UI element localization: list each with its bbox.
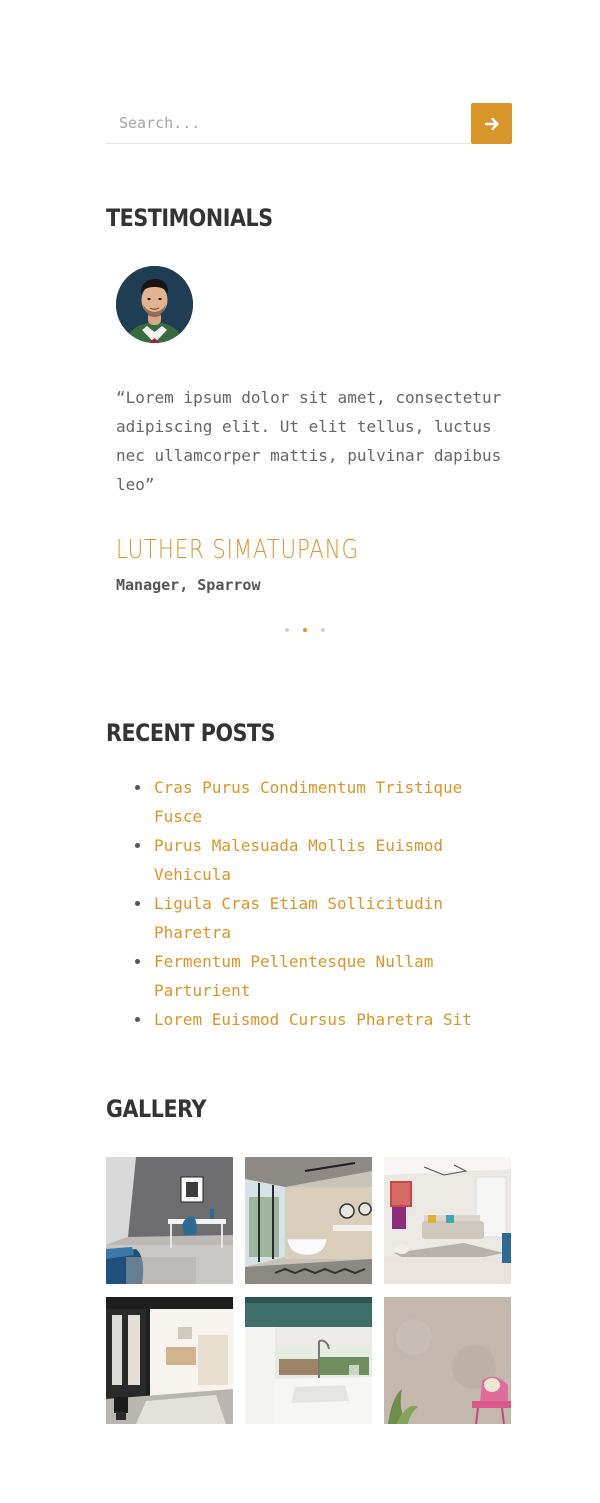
- list-item: [154, 831, 504, 889]
- carousel-dot-1[interactable]: [285, 628, 289, 632]
- list-item: [154, 947, 504, 1005]
- post-link[interactable]: Lorem Euismod Cursus Pharetra Sit: [154, 1010, 472, 1029]
- gallery-image[interactable]: [384, 1157, 511, 1284]
- list-item: [154, 889, 504, 947]
- post-link[interactable]: Ligula Cras Etiam Sollicitudin Pharetra: [154, 894, 443, 942]
- post-link[interactable]: Cras Purus Condimentum Tristique Fusce: [154, 778, 463, 826]
- testimonial-author: LUTHER SIMATUPANG: [116, 535, 359, 565]
- list-item: [154, 1005, 504, 1034]
- testimonial-role: Manager, Sparrow: [116, 576, 261, 594]
- carousel-dot-3[interactable]: [321, 628, 325, 632]
- recent-posts-heading: RECENT POSTS: [106, 719, 276, 747]
- carousel-dot-2[interactable]: [303, 628, 307, 632]
- post-link[interactable]: Fermentum Pellentesque Nullam Parturient: [154, 952, 434, 1000]
- avatar: [116, 266, 193, 343]
- search-bar: [106, 103, 512, 144]
- arrow-right-icon: [484, 116, 500, 132]
- gallery-image[interactable]: [384, 1297, 511, 1424]
- recent-posts-list: [154, 773, 504, 1034]
- search-submit-button[interactable]: [471, 103, 512, 144]
- gallery-heading: GALLERY: [106, 1095, 207, 1123]
- post-link[interactable]: Purus Malesuada Mollis Euismod Vehicula: [154, 836, 443, 884]
- gallery-image[interactable]: [106, 1297, 233, 1424]
- search-input[interactable]: [106, 103, 471, 144]
- gallery-grid: [106, 1157, 512, 1424]
- gallery-image[interactable]: [245, 1297, 372, 1424]
- gallery-image[interactable]: [106, 1157, 233, 1284]
- testimonial-quote: “Lorem ipsum dolor sit amet, consectetur adipiscing elit. Ut elit tellus, luctus nec ullamcorper mattis, pulvinar dapibus leo”: [116, 388, 502, 494]
- list-item: [154, 773, 504, 831]
- carousel-dots: [285, 628, 325, 632]
- testimonials-heading: TESTIMONIALS: [106, 204, 273, 232]
- gallery-image[interactable]: [245, 1157, 372, 1284]
